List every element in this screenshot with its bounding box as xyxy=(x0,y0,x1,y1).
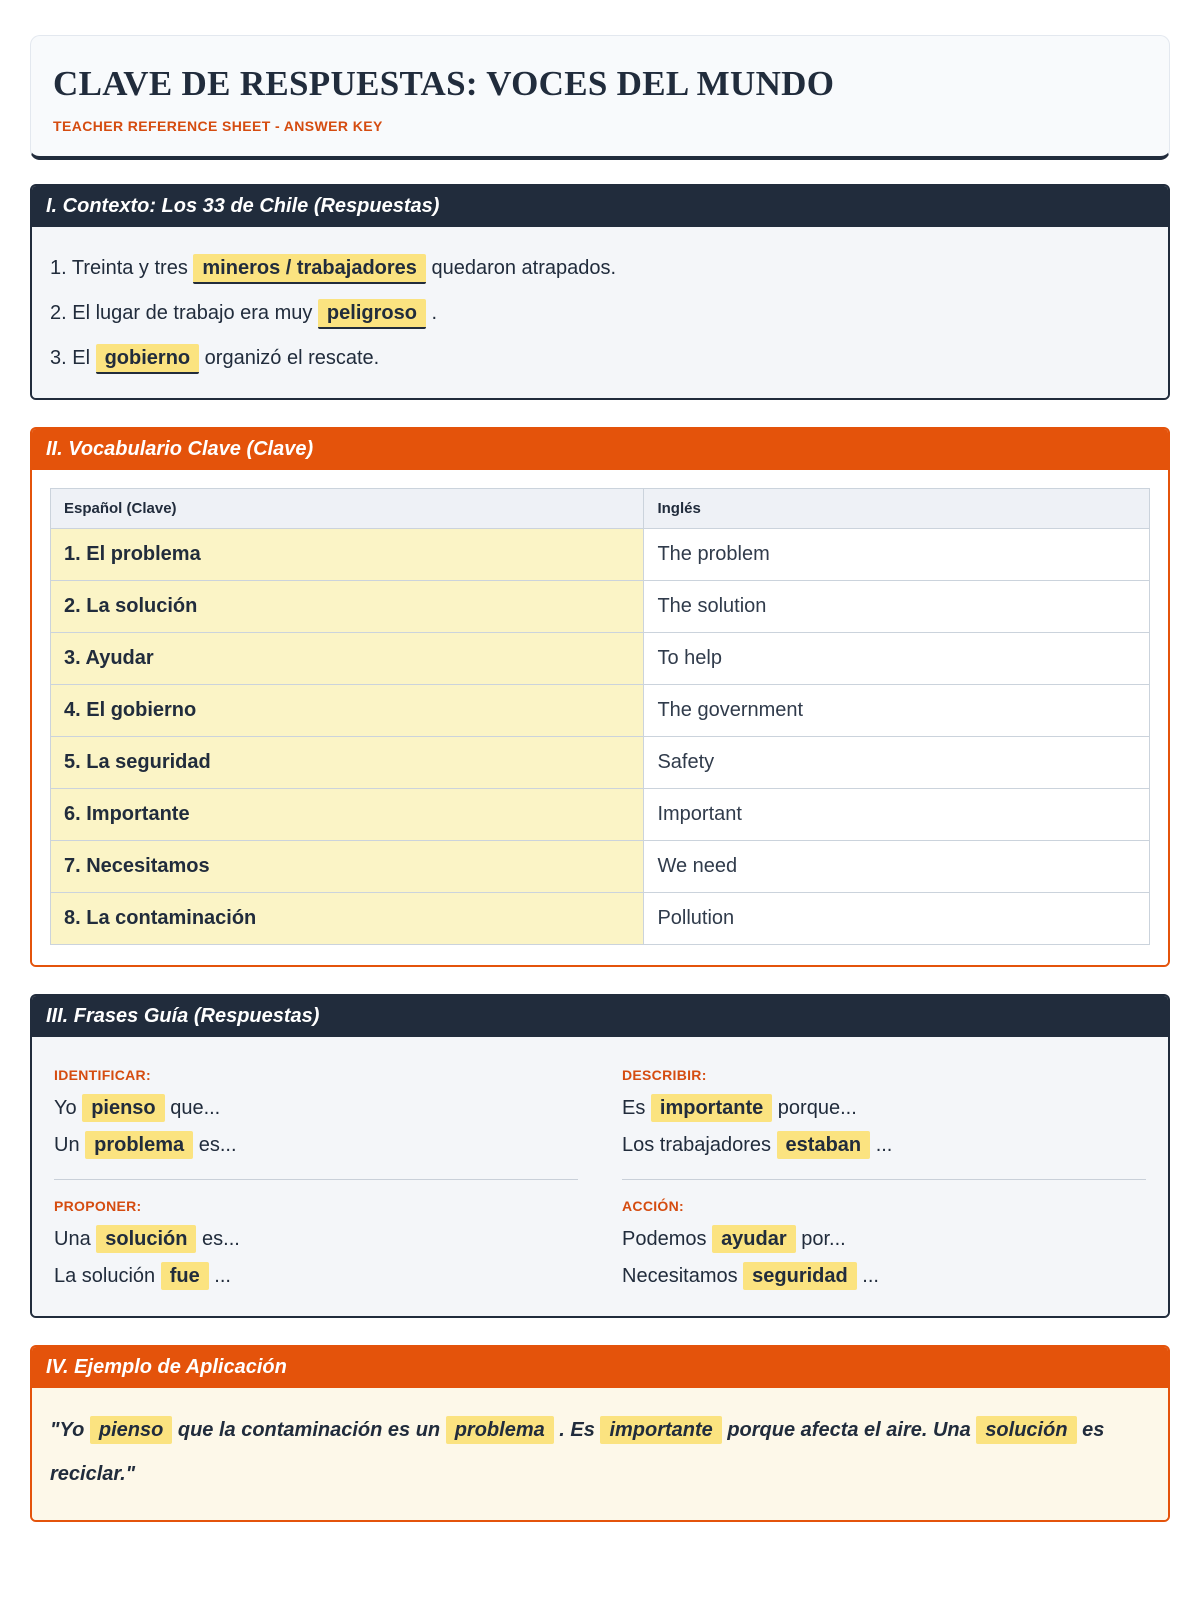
vocab-es-cell: 4. El gobierno xyxy=(51,685,644,737)
section-vocabulario-body xyxy=(32,470,1168,965)
ejemplo-segment: que la contaminación es un xyxy=(172,1419,446,1441)
vocab-en-cell: The problem xyxy=(644,529,1150,581)
section-frases-body xyxy=(32,1037,1168,1316)
context-item-3-post: organizó el rescate. xyxy=(199,347,380,369)
answer-highlight: solución xyxy=(976,1416,1076,1444)
answer-highlight: problema xyxy=(85,1131,193,1159)
frase-line xyxy=(54,1228,578,1251)
frase-group-label: ACCIÓN: xyxy=(622,1198,684,1214)
frase-pre: Una xyxy=(54,1228,97,1250)
answer-highlight: pienso xyxy=(90,1416,172,1444)
ejemplo-segment: . Es xyxy=(553,1419,601,1441)
vocab-en-cell: We need xyxy=(644,841,1150,893)
vocab-row xyxy=(51,789,1150,841)
frase-post: porque... xyxy=(772,1097,857,1119)
frase-post: es... xyxy=(193,1134,237,1156)
section-frases-header: III. Frases Guía (Respuestas) xyxy=(32,996,1168,1037)
vocab-table xyxy=(50,488,1150,945)
frase-pre: Necesitamos xyxy=(622,1265,744,1287)
frase-group-describir xyxy=(622,1059,1146,1180)
frase-pre: Podemos xyxy=(622,1228,713,1250)
answer-highlight: gobierno xyxy=(96,344,200,374)
context-item-3-pre: 3. El xyxy=(50,347,96,369)
vocab-en-cell: The solution xyxy=(644,581,1150,633)
answer-highlight: problema xyxy=(446,1416,554,1444)
vocab-es-cell: 8. La contaminación xyxy=(51,893,644,945)
frase-line xyxy=(622,1097,1146,1120)
context-item-1 xyxy=(50,257,1150,280)
frase-post: que... xyxy=(164,1097,221,1119)
header-card xyxy=(30,35,1170,160)
context-item-2 xyxy=(50,302,1150,325)
vocab-row xyxy=(51,893,1150,945)
vocab-en-cell: To help xyxy=(644,633,1150,685)
vocab-es-cell: 3. Ayudar xyxy=(51,633,644,685)
answer-highlight: importante xyxy=(651,1094,772,1122)
answer-highlight: estaban xyxy=(777,1131,871,1159)
frase-pre: Un xyxy=(54,1134,86,1156)
vocab-row xyxy=(51,737,1150,789)
section-contexto-header: I. Contexto: Los 33 de Chile (Respuestas) xyxy=(32,186,1168,227)
vocab-row xyxy=(51,581,1150,633)
frase-line xyxy=(622,1265,1146,1288)
frase-pre: Los trabajadores xyxy=(622,1134,777,1156)
vocab-es-cell: 1. El problema xyxy=(51,529,644,581)
frase-group-identificar xyxy=(54,1059,578,1180)
answer-highlight: pienso xyxy=(82,1094,164,1122)
context-item-1-pre: 1. Treinta y tres xyxy=(50,257,194,279)
vocab-row xyxy=(51,685,1150,737)
ejemplo-segment: es reciclar." xyxy=(50,1419,1105,1485)
vocab-row xyxy=(51,633,1150,685)
frase-line xyxy=(54,1097,578,1120)
section-contexto-body xyxy=(32,227,1168,398)
frase-line xyxy=(622,1228,1146,1251)
ejemplo-sentence xyxy=(50,1408,1150,1496)
context-item-2-pre: 2. El lugar de trabajo era muy xyxy=(50,302,318,324)
vocab-row xyxy=(51,529,1150,581)
frase-pre: La solución xyxy=(54,1265,161,1287)
frase-group-accion xyxy=(622,1180,1146,1296)
frase-group-proponer xyxy=(54,1180,578,1296)
frase-group-label: PROPONER: xyxy=(54,1198,142,1214)
frase-pre: Es xyxy=(622,1097,651,1119)
answer-highlight: solución xyxy=(96,1225,196,1253)
answer-highlight: importante xyxy=(600,1416,721,1444)
page-subtitle: TEACHER REFERENCE SHEET - ANSWER KEY xyxy=(53,118,383,134)
vocab-es-cell: 2. La solución xyxy=(51,581,644,633)
frase-group-label: DESCRIBIR: xyxy=(622,1067,707,1083)
vocab-es-cell: 6. Importante xyxy=(51,789,644,841)
context-item-2-post: . xyxy=(425,302,438,324)
vocab-en-cell: Important xyxy=(644,789,1150,841)
vocab-header-row xyxy=(51,489,1150,529)
frase-pre: Yo xyxy=(54,1097,83,1119)
frase-line xyxy=(54,1265,578,1288)
vocab-es-cell: 5. La seguridad xyxy=(51,737,644,789)
frase-line xyxy=(54,1134,578,1157)
section-contexto xyxy=(30,184,1170,400)
answer-highlight: fue xyxy=(161,1262,209,1290)
section-ejemplo xyxy=(30,1345,1170,1522)
answer-highlight: seguridad xyxy=(743,1262,857,1290)
frase-group-label: IDENTIFICAR: xyxy=(54,1067,151,1083)
vocab-en-cell: Pollution xyxy=(644,893,1150,945)
frase-post: ... xyxy=(870,1134,893,1156)
ejemplo-segment: "Yo xyxy=(50,1419,90,1441)
vocab-es-cell: 7. Necesitamos xyxy=(51,841,644,893)
ejemplo-segment: porque afecta el aire. Una xyxy=(721,1419,977,1441)
vocab-header-espanol: Español (Clave) xyxy=(51,489,644,529)
vocab-row xyxy=(51,841,1150,893)
frase-post: ... xyxy=(208,1265,231,1287)
section-frases xyxy=(30,994,1170,1318)
answer-highlight: peligroso xyxy=(318,299,426,329)
answer-highlight: ayudar xyxy=(712,1225,796,1253)
vocab-en-cell: The government xyxy=(644,685,1150,737)
section-vocabulario xyxy=(30,427,1170,967)
page-title: CLAVE DE RESPUESTAS: VOCES DEL MUNDO xyxy=(53,64,835,103)
frase-post: es... xyxy=(196,1228,240,1250)
frase-post: por... xyxy=(795,1228,846,1250)
section-vocabulario-header: II. Vocabulario Clave (Clave) xyxy=(32,429,1168,470)
frase-post: ... xyxy=(856,1265,879,1287)
vocab-en-cell: Safety xyxy=(644,737,1150,789)
frase-line xyxy=(622,1134,1146,1157)
answer-highlight: mineros / trabajadores xyxy=(193,254,426,284)
section-ejemplo-header: IV. Ejemplo de Aplicación xyxy=(32,1347,1168,1388)
context-item-1-post: quedaron atrapados. xyxy=(425,257,617,279)
vocab-header-ingles: Inglés xyxy=(644,489,1150,529)
frases-grid xyxy=(50,1053,1150,1300)
section-ejemplo-body xyxy=(32,1388,1168,1520)
context-item-3 xyxy=(50,347,1150,370)
